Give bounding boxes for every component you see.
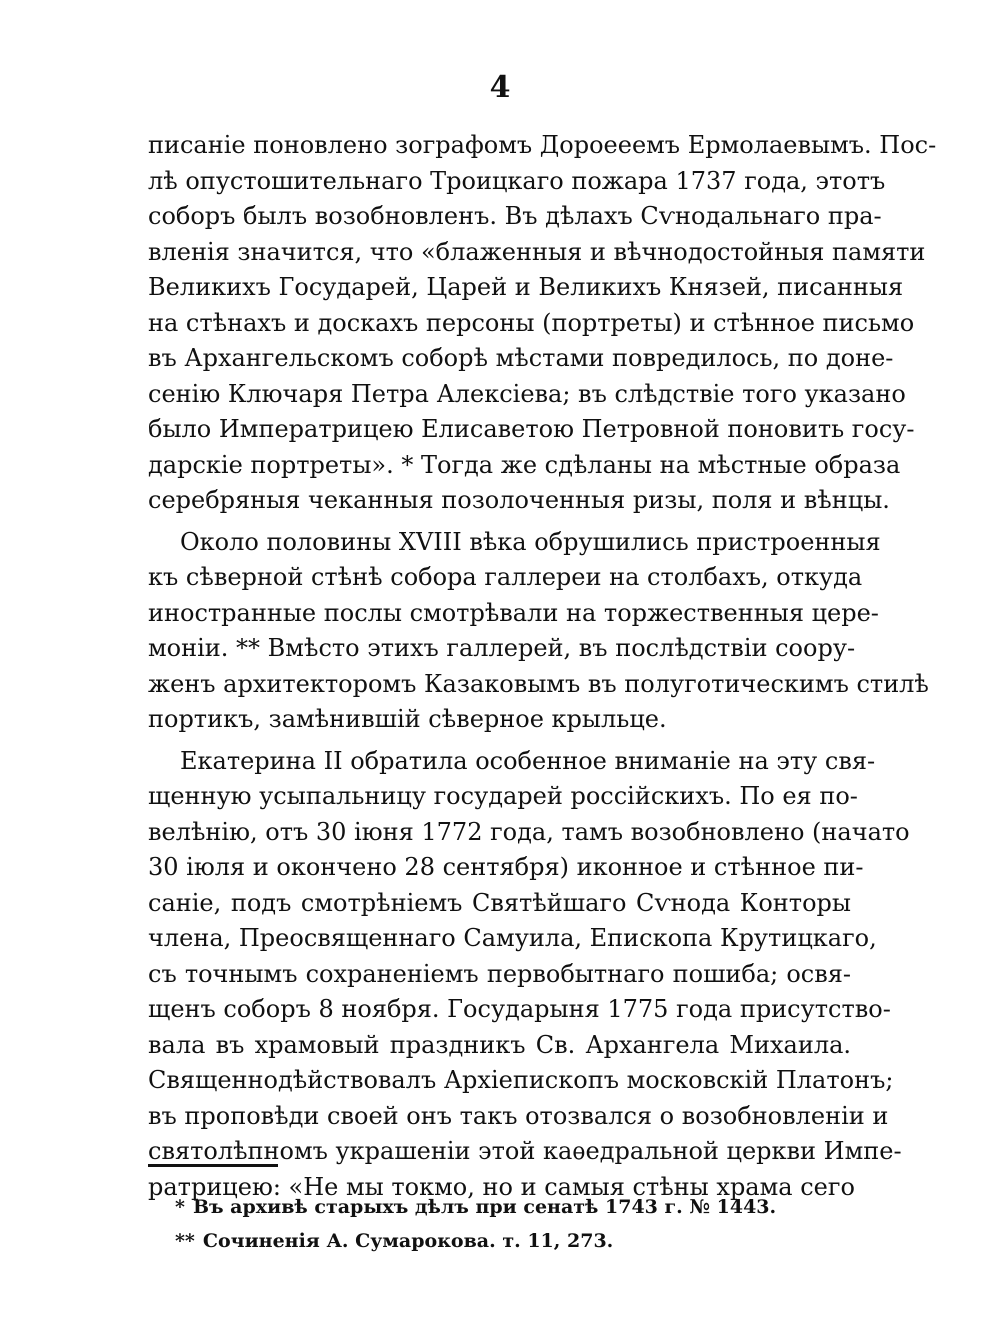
footnote-1 bbox=[175, 1190, 815, 1224]
text-line: на стѣнахъ и доскахъ персоны (портреты) и стѣнное письмо bbox=[148, 308, 915, 337]
text-line: лѣ опустошительнаго Троицкаго пожара 1737 года, этотъ bbox=[148, 166, 886, 195]
footnotes bbox=[175, 1190, 815, 1258]
text-line: Великихъ Государей, Царей и Великихъ Князей, писанныя bbox=[148, 273, 904, 301]
text-line: велѣнію, отъ 30 іюня 1772 года, тамъ возобновлено (начато bbox=[148, 817, 910, 846]
text-line: святолѣпномъ украшеніи этой каѳедральной церкви Импе- bbox=[148, 1137, 902, 1165]
text-line: портикъ, замѣнившій сѣверное крыльце. bbox=[148, 705, 667, 733]
text-line: вала въ храмовый праздникъ Св. Архангела Михаила. bbox=[148, 1030, 851, 1059]
text-line: Около половины XVIII вѣка обрушились пристроенныя bbox=[180, 527, 881, 556]
paragraph-1 bbox=[148, 128, 937, 519]
text-line: вленія значится, что «блаженныя и вѣчнодостойныя памяти bbox=[148, 237, 926, 266]
footnote-text: Сочиненія А. Сумарокова. т. 11, 273. bbox=[202, 1230, 614, 1252]
text-line: Екатерина II обратила особенное вниманіе на эту свя- bbox=[180, 746, 876, 775]
text-line: 30 іюля и окончено 28 сентября) иконное и стѣнное пи- bbox=[148, 853, 864, 881]
text-line: съ точнымъ сохраненіемъ первобытнаго пошиба; освя- bbox=[148, 959, 851, 988]
footnote-divider bbox=[148, 1164, 278, 1167]
footnote-text: Въ архивѣ старыхъ дѣлъ при сенатѣ 1743 г. № 1443. bbox=[192, 1196, 777, 1218]
text-line: щенъ соборъ 8 ноября. Государыня 1775 года присутство- bbox=[148, 995, 891, 1023]
paragraph-3 bbox=[148, 744, 910, 1206]
text-line: соборъ былъ возобновленъ. Въ дѣлахъ Сѵнодальнаго пра- bbox=[148, 202, 882, 230]
text-line: члена, Преосвященнаго Самуила, Епископа Крутицкаго, bbox=[148, 924, 877, 952]
text-line: было Императрицею Елисаветою Петровной поновить госу- bbox=[148, 415, 915, 443]
text-line: дарскіе портреты». * Тогда же сдѣланы на мѣстные образа bbox=[148, 450, 901, 479]
text-line: иностранные послы смотрѣвали на торжественныя цере- bbox=[148, 598, 879, 627]
text-line: Священнодѣйствовалъ Архіепископъ московскій Платонъ; bbox=[148, 1066, 894, 1094]
text-line: въ проповѣди своей онъ такъ отозвался о возобновленіи и bbox=[148, 1101, 889, 1130]
text-line: къ сѣверной стѣнѣ собора галлереи на столбахъ, откуда bbox=[148, 563, 863, 591]
page-number: 4 bbox=[489, 70, 511, 105]
paragraph-2 bbox=[148, 525, 929, 738]
text-line: ратрицею: «Не мы токмо, но и самыя стѣны храма сего bbox=[148, 1172, 855, 1201]
main-text bbox=[148, 128, 937, 1205]
text-line: сенію Ключаря Петра Алексіева; въ слѣдствіе того указано bbox=[148, 379, 906, 408]
text-line: въ Архангельскомъ соборѣ мѣстами повредилось, по доне- bbox=[148, 344, 894, 372]
text-line: женъ архитекторомъ Казаковымъ въ полуготическимъ стилѣ bbox=[148, 669, 929, 698]
text-line: щенную усыпальницу государей россійскихъ. По ея по- bbox=[148, 782, 858, 810]
text-line: саніе, подъ смотрѣніемъ Святѣйшаго Сѵнода Конторы bbox=[148, 888, 851, 917]
footnote-2 bbox=[175, 1224, 815, 1258]
footnote-mark: * bbox=[175, 1196, 185, 1218]
text-line: писаніе поновлено зографомъ Дороееемъ Ермолаевымъ. Пос- bbox=[148, 131, 937, 159]
text-line: серебряныя чеканныя позолоченныя ризы, поля и вѣнцы. bbox=[148, 486, 890, 514]
text-line: моніи. ** Вмѣсто этихъ галлерей, въ послѣдствіи соору- bbox=[148, 634, 856, 662]
footnote-mark: ** bbox=[175, 1230, 195, 1252]
